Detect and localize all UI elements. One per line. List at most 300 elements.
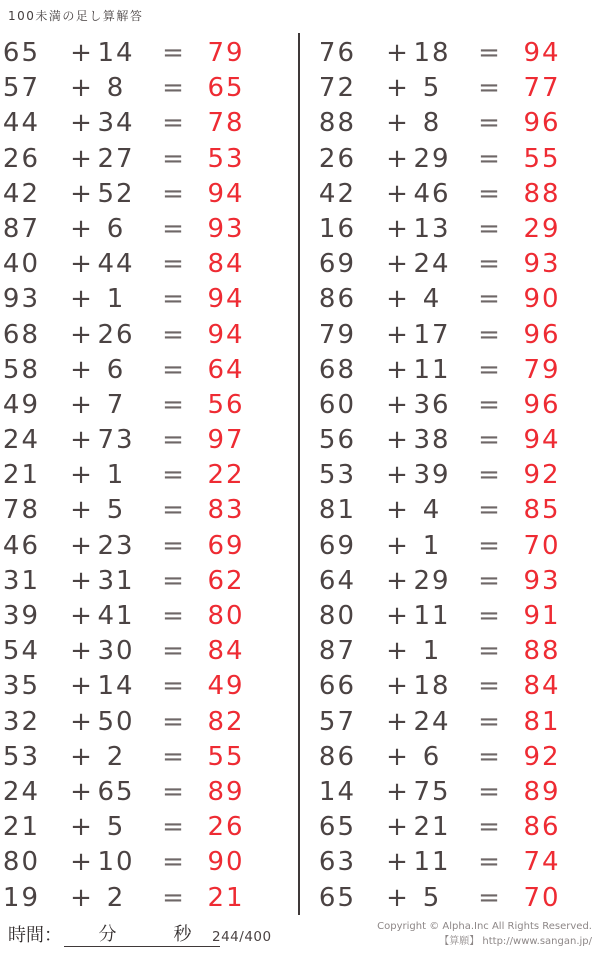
copyright-line1: Copyright © Alpha.Inc All Rights Reserved. [377, 921, 592, 932]
answer: 94 [523, 425, 561, 456]
plus-sign: + [70, 847, 94, 878]
problem-row [316, 458, 600, 493]
operand-2: 24 [413, 706, 451, 737]
problem-row [316, 775, 600, 810]
operand-2: 4 [422, 495, 442, 526]
plus-sign: + [70, 812, 94, 843]
plus-sign: + [386, 601, 410, 631]
answer: 21 [207, 882, 245, 913]
equals-sign: = [162, 530, 186, 561]
operand-2: 18 [413, 671, 451, 702]
operand-1: 79 [318, 319, 356, 350]
plus-sign: + [386, 143, 410, 174]
answer: 29 [523, 213, 561, 244]
operand-1: 63 [318, 847, 356, 878]
problem-row [316, 493, 600, 528]
equals-sign: = [478, 812, 502, 843]
equals-sign: = [162, 741, 186, 772]
equals-sign: = [162, 776, 186, 807]
equals-sign: = [162, 354, 186, 385]
equals-sign: = [478, 460, 502, 491]
equals-sign: = [478, 776, 502, 807]
operand-1: 35 [2, 671, 40, 702]
equals-sign: = [162, 319, 186, 350]
answer: 93 [523, 565, 561, 596]
time-label: 時間： [8, 925, 62, 946]
equals-sign: = [162, 38, 186, 68]
operand-1: 39 [2, 601, 40, 631]
problem-row [316, 388, 600, 423]
operand-2: 36 [413, 389, 451, 420]
operand-2: 1 [422, 530, 442, 561]
problem-row [0, 458, 300, 493]
problem-row [316, 36, 600, 71]
operand-2: 38 [413, 425, 451, 456]
problem-row [316, 353, 600, 388]
operand-1: 68 [318, 354, 356, 385]
answer: 91 [523, 601, 561, 631]
equals-sign: = [478, 425, 502, 456]
plus-sign: + [386, 671, 410, 702]
time-entry [8, 920, 220, 947]
operand-1: 57 [318, 706, 356, 737]
problem-row [0, 740, 300, 775]
answer: 78 [207, 108, 245, 139]
plus-sign: + [70, 706, 94, 737]
operand-2: 24 [413, 249, 451, 280]
answer: 93 [523, 249, 561, 280]
operand-2: 31 [97, 565, 135, 596]
operand-1: 66 [318, 671, 356, 702]
equals-sign: = [162, 108, 186, 139]
answer: 77 [523, 73, 561, 104]
answer: 82 [207, 706, 245, 737]
plus-sign: + [386, 73, 410, 104]
operand-2: 75 [413, 776, 451, 807]
plus-sign: + [386, 213, 410, 244]
operand-2: 13 [413, 213, 451, 244]
operand-1: 14 [318, 776, 356, 807]
problem-row [0, 36, 300, 71]
equals-sign: = [478, 671, 502, 702]
equals-sign: = [162, 213, 186, 244]
equals-sign: = [478, 882, 502, 913]
operand-1: 69 [318, 249, 356, 280]
problem-row [316, 845, 600, 880]
operand-2: 6 [106, 354, 126, 385]
equals-sign: = [478, 565, 502, 596]
plus-sign: + [70, 565, 94, 596]
equals-sign: = [162, 636, 186, 667]
equals-sign: = [162, 178, 186, 209]
answer: 55 [523, 143, 561, 174]
operand-1: 32 [2, 706, 40, 737]
equals-sign: = [162, 706, 186, 737]
plus-sign: + [386, 882, 410, 913]
operand-2: 11 [413, 847, 451, 878]
operand-2: 26 [97, 319, 135, 350]
answer: 70 [523, 882, 561, 913]
equals-sign: = [162, 284, 186, 315]
operand-1: 31 [2, 565, 40, 596]
problem-row [0, 845, 300, 880]
plus-sign: + [70, 249, 94, 280]
answer: 85 [523, 495, 561, 526]
operand-1: 58 [2, 354, 40, 385]
plus-sign: + [386, 178, 410, 209]
problem-row [0, 318, 300, 353]
operand-2: 23 [97, 530, 135, 561]
plus-sign: + [386, 495, 410, 526]
seconds-label: 秒 [173, 924, 192, 945]
problem-row [0, 493, 300, 528]
operand-2: 27 [97, 143, 135, 174]
problem-row [316, 177, 600, 212]
operand-1: 86 [318, 741, 356, 772]
operand-1: 81 [318, 495, 356, 526]
equals-sign: = [478, 249, 502, 280]
equals-sign: = [162, 812, 186, 843]
operand-2: 73 [97, 425, 135, 456]
problem-row [0, 705, 300, 740]
operand-1: 42 [2, 178, 40, 209]
operand-2: 1 [422, 636, 442, 667]
plus-sign: + [386, 812, 410, 843]
operand-2: 5 [422, 882, 442, 913]
problem-row [316, 669, 600, 704]
page-title: 100未満の足し算解答 [8, 9, 144, 23]
equals-sign: = [162, 460, 186, 491]
equals-sign: = [162, 425, 186, 456]
plus-sign: + [70, 741, 94, 772]
answer: 88 [523, 178, 561, 209]
equals-sign: = [478, 530, 502, 561]
plus-sign: + [70, 425, 94, 456]
operand-1: 21 [2, 812, 40, 843]
problem-row [316, 810, 600, 845]
answer: 89 [207, 776, 245, 807]
problem-row [316, 142, 600, 177]
operand-1: 93 [2, 284, 40, 315]
answer: 96 [523, 389, 561, 420]
operand-1: 44 [2, 108, 40, 139]
problem-row [0, 669, 300, 704]
plus-sign: + [386, 249, 410, 280]
answer: 49 [207, 671, 245, 702]
operand-2: 14 [97, 671, 135, 702]
answer: 97 [207, 425, 245, 456]
equals-sign: = [162, 882, 186, 913]
operand-2: 18 [413, 38, 451, 68]
problem-row [0, 353, 300, 388]
problem-row [0, 529, 300, 564]
answer: 79 [207, 38, 245, 68]
plus-sign: + [386, 284, 410, 315]
plus-sign: + [70, 143, 94, 174]
answer: 83 [207, 495, 245, 526]
answer: 90 [523, 284, 561, 315]
operand-1: 72 [318, 73, 356, 104]
problems-column-right [300, 36, 600, 916]
plus-sign: + [386, 847, 410, 878]
equals-sign: = [162, 73, 186, 104]
problem-row [0, 282, 300, 317]
operand-1: 53 [318, 460, 356, 491]
answer: 84 [207, 249, 245, 280]
operand-1: 24 [2, 776, 40, 807]
problem-row [316, 881, 600, 916]
plus-sign: + [70, 882, 94, 913]
minutes-label: 分 [98, 924, 117, 945]
plus-sign: + [70, 530, 94, 561]
equals-sign: = [478, 213, 502, 244]
answer: 80 [207, 601, 245, 631]
answer: 94 [523, 38, 561, 68]
problem-row [316, 599, 600, 634]
operand-2: 7 [106, 389, 126, 420]
plus-sign: + [386, 425, 410, 456]
operand-2: 50 [97, 706, 135, 737]
operand-2: 2 [106, 882, 126, 913]
operand-2: 11 [413, 601, 451, 631]
operand-1: 49 [2, 389, 40, 420]
problem-row [316, 318, 600, 353]
operand-2: 46 [413, 178, 451, 209]
answer: 53 [207, 143, 245, 174]
plus-sign: + [70, 671, 94, 702]
operand-1: 57 [2, 73, 40, 104]
plus-sign: + [386, 565, 410, 596]
answer: 90 [207, 847, 245, 878]
answer: 79 [523, 354, 561, 385]
problem-row [0, 212, 300, 247]
answer: 96 [523, 319, 561, 350]
operand-2: 41 [97, 601, 135, 631]
operand-1: 42 [318, 178, 356, 209]
equals-sign: = [478, 847, 502, 878]
problem-row [316, 423, 600, 458]
operand-2: 2 [106, 741, 126, 772]
equals-sign: = [162, 495, 186, 526]
plus-sign: + [386, 776, 410, 807]
plus-sign: + [70, 601, 94, 631]
operand-1: 46 [2, 530, 40, 561]
problem-row [0, 423, 300, 458]
problem-row [316, 634, 600, 669]
time-blank-line [64, 920, 220, 947]
plus-sign: + [386, 38, 410, 68]
operand-2: 1 [106, 284, 126, 315]
operand-2: 8 [106, 73, 126, 104]
operand-1: 69 [318, 530, 356, 561]
operand-1: 65 [318, 812, 356, 843]
operand-1: 80 [2, 847, 40, 878]
plus-sign: + [70, 389, 94, 420]
problem-row [0, 634, 300, 669]
problem-row [0, 810, 300, 845]
operand-2: 8 [422, 108, 442, 139]
page-indicator: 244/400 [212, 929, 272, 945]
plus-sign: + [70, 284, 94, 315]
answer: 88 [523, 636, 561, 667]
plus-sign: + [70, 319, 94, 350]
operand-1: 53 [2, 741, 40, 772]
problem-row [0, 177, 300, 212]
answer: 96 [523, 108, 561, 139]
operand-1: 54 [2, 636, 40, 667]
operand-2: 29 [413, 143, 451, 174]
operand-1: 86 [318, 284, 356, 315]
copyright [377, 919, 592, 949]
plus-sign: + [70, 213, 94, 244]
equals-sign: = [162, 565, 186, 596]
problem-row [0, 881, 300, 916]
answer: 26 [207, 812, 245, 843]
plus-sign: + [386, 354, 410, 385]
operand-2: 10 [97, 847, 135, 878]
operand-2: 65 [97, 776, 135, 807]
operand-1: 78 [2, 495, 40, 526]
answer: 81 [523, 706, 561, 737]
equals-sign: = [162, 249, 186, 280]
equals-sign: = [478, 354, 502, 385]
operand-1: 16 [318, 213, 356, 244]
equals-sign: = [478, 178, 502, 209]
operand-2: 14 [97, 38, 135, 68]
operand-1: 87 [2, 213, 40, 244]
plus-sign: + [386, 108, 410, 139]
operand-1: 56 [318, 425, 356, 456]
problem-row [316, 282, 600, 317]
problem-row [0, 71, 300, 106]
equals-sign: = [478, 108, 502, 139]
answer: 92 [523, 741, 561, 772]
equals-sign: = [162, 389, 186, 420]
operand-1: 64 [318, 565, 356, 596]
operand-2: 6 [106, 213, 126, 244]
operand-2: 5 [106, 495, 126, 526]
equals-sign: = [478, 389, 502, 420]
plus-sign: + [386, 530, 410, 561]
operand-1: 26 [318, 143, 356, 174]
equals-sign: = [478, 495, 502, 526]
operand-2: 29 [413, 565, 451, 596]
plus-sign: + [386, 319, 410, 350]
answer: 56 [207, 389, 245, 420]
problems-area [0, 36, 600, 916]
problem-row [0, 599, 300, 634]
plus-sign: + [386, 389, 410, 420]
operand-1: 65 [2, 38, 40, 68]
equals-sign: = [478, 73, 502, 104]
plus-sign: + [70, 495, 94, 526]
answer: 69 [207, 530, 245, 561]
plus-sign: + [70, 108, 94, 139]
equals-sign: = [478, 636, 502, 667]
plus-sign: + [386, 741, 410, 772]
operand-1: 21 [2, 460, 40, 491]
answer: 55 [207, 741, 245, 772]
plus-sign: + [386, 636, 410, 667]
answer: 65 [207, 73, 245, 104]
operand-2: 17 [413, 319, 451, 350]
problems-column-left [0, 36, 300, 916]
answer: 64 [207, 354, 245, 385]
answer: 89 [523, 776, 561, 807]
operand-1: 60 [318, 389, 356, 420]
equals-sign: = [478, 38, 502, 68]
operand-2: 1 [106, 460, 126, 491]
operand-2: 44 [97, 249, 135, 280]
operand-2: 21 [413, 812, 451, 843]
problem-row [0, 564, 300, 599]
answer: 22 [207, 460, 245, 491]
problem-row [0, 247, 300, 282]
operand-1: 26 [2, 143, 40, 174]
answer: 94 [207, 319, 245, 350]
problem-row [316, 529, 600, 564]
equals-sign: = [478, 143, 502, 174]
operand-2: 6 [422, 741, 442, 772]
problem-row [316, 106, 600, 141]
equals-sign: = [162, 601, 186, 631]
plus-sign: + [70, 354, 94, 385]
plus-sign: + [70, 636, 94, 667]
operand-2: 11 [413, 354, 451, 385]
problem-row [316, 740, 600, 775]
answer: 93 [207, 213, 245, 244]
operand-1: 68 [2, 319, 40, 350]
problem-row [316, 564, 600, 599]
problem-row [316, 212, 600, 247]
operand-2: 34 [97, 108, 135, 139]
answer: 94 [207, 284, 245, 315]
plus-sign: + [386, 460, 410, 491]
answer: 62 [207, 565, 245, 596]
plus-sign: + [70, 178, 94, 209]
column-divider [298, 33, 300, 915]
problem-row [0, 775, 300, 810]
operand-1: 80 [318, 601, 356, 631]
operand-2: 30 [97, 636, 135, 667]
operand-1: 24 [2, 425, 40, 456]
operand-1: 88 [318, 108, 356, 139]
operand-2: 5 [422, 73, 442, 104]
equals-sign: = [162, 671, 186, 702]
copyright-line2: 【算願】 http://www.sangan.jp/ [439, 936, 592, 947]
answer: 86 [523, 812, 561, 843]
equals-sign: = [162, 143, 186, 174]
problem-row [0, 388, 300, 423]
operand-1: 40 [2, 249, 40, 280]
answer: 94 [207, 178, 245, 209]
problem-row [0, 106, 300, 141]
operand-2: 52 [97, 178, 135, 209]
problem-row [316, 71, 600, 106]
equals-sign: = [478, 741, 502, 772]
answer: 84 [523, 671, 561, 702]
problem-row [316, 247, 600, 282]
plus-sign: + [386, 706, 410, 737]
equals-sign: = [162, 847, 186, 878]
operand-1: 76 [318, 38, 356, 68]
plus-sign: + [70, 38, 94, 68]
operand-2: 39 [413, 460, 451, 491]
equals-sign: = [478, 601, 502, 631]
answer: 74 [523, 847, 561, 878]
plus-sign: + [70, 460, 94, 491]
plus-sign: + [70, 776, 94, 807]
